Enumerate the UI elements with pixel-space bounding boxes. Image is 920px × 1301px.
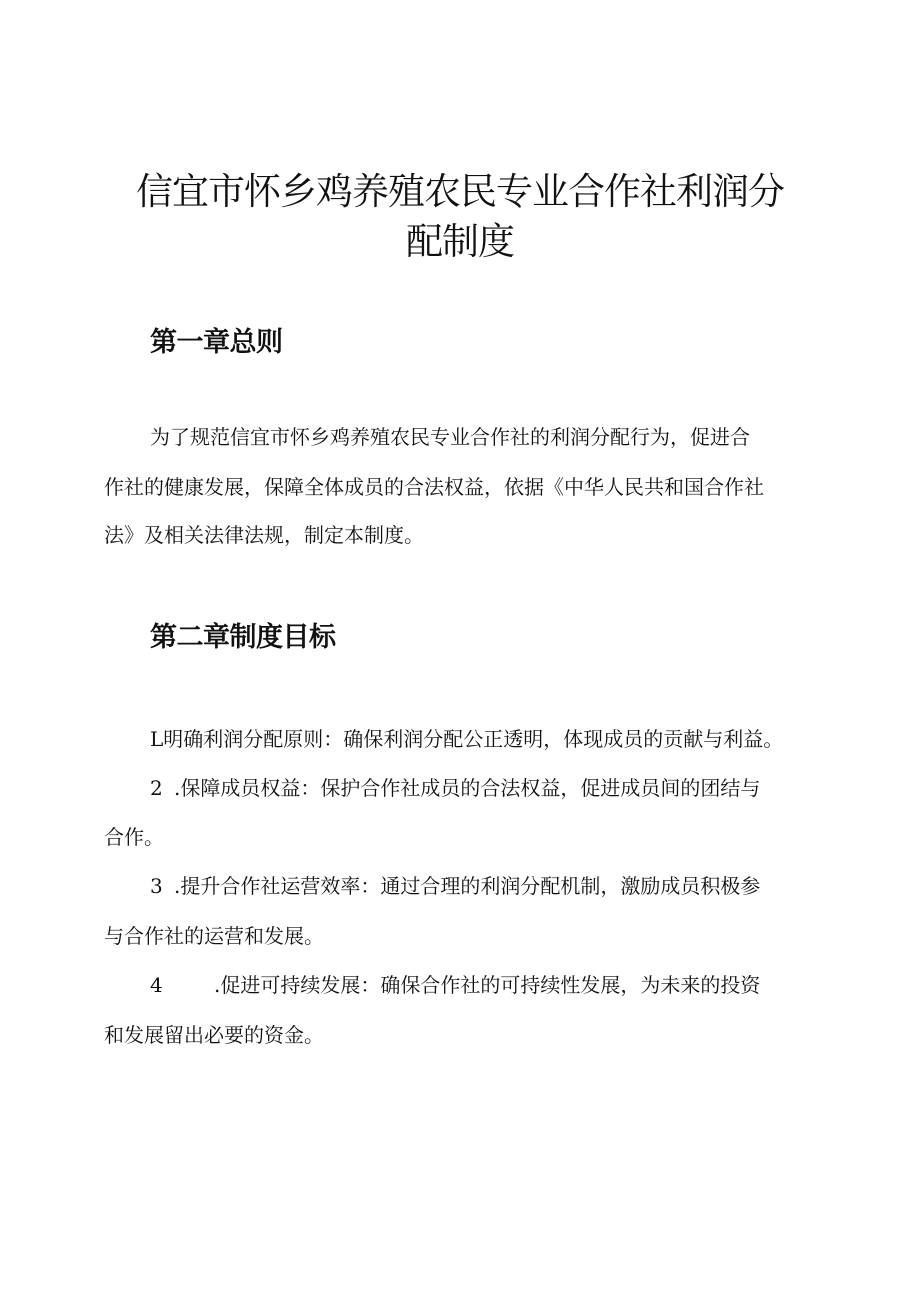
goal-item-2-number: 2 xyxy=(150,776,163,800)
goal-item-4-text: .促进可持续发展：确保合作社的可持续性发展，为未来的投资 xyxy=(214,973,761,997)
goal-item-4-line2: 和发展留出必要的资金。 xyxy=(104,1023,324,1047)
chapter1-paragraph-line1: 为了规范信宜市怀乡鸡养殖农民专业合作社的利润分配行为，促进合 xyxy=(150,425,750,449)
goal-item-2-line2: 合作。 xyxy=(104,825,164,849)
document-title-line2: 配制度 xyxy=(406,220,514,263)
goal-item-4-line1 xyxy=(150,970,760,1000)
goal-item-4-number: 4 xyxy=(150,973,163,997)
chapter1-paragraph-line3: 法》及相关法律法规，制定本制度。 xyxy=(104,523,424,547)
goal-item-3-text: .提升合作社运营效率：通过合理的利润分配机制，激励成员积极参 xyxy=(174,874,761,898)
goal-item-3-number: 3 xyxy=(150,874,163,898)
chapter1-paragraph-line2: 作社的健康发展，保障全体成员的合法权益，依据《中华人民共和国合作社 xyxy=(104,475,764,499)
goal-item-1: L明确利润分配原则：确保利润分配公正透明，体现成员的贡献与利益。 xyxy=(150,727,784,751)
goal-item-2-text: .保障成员权益：保护合作社成员的合法权益，促进成员间的团结与 xyxy=(174,776,761,800)
goal-item-3-line2: 与合作社的运营和发展。 xyxy=(104,924,324,948)
chapter2-heading: 第二章制度目标 xyxy=(150,622,336,653)
goal-item-2-line1 xyxy=(150,773,760,803)
goal-item-3-line1 xyxy=(150,871,760,901)
chapter1-heading: 第一章总则 xyxy=(150,327,283,358)
document-title-line1: 信宜市怀乡鸡养殖农民专业合作社利润分 xyxy=(136,170,784,213)
